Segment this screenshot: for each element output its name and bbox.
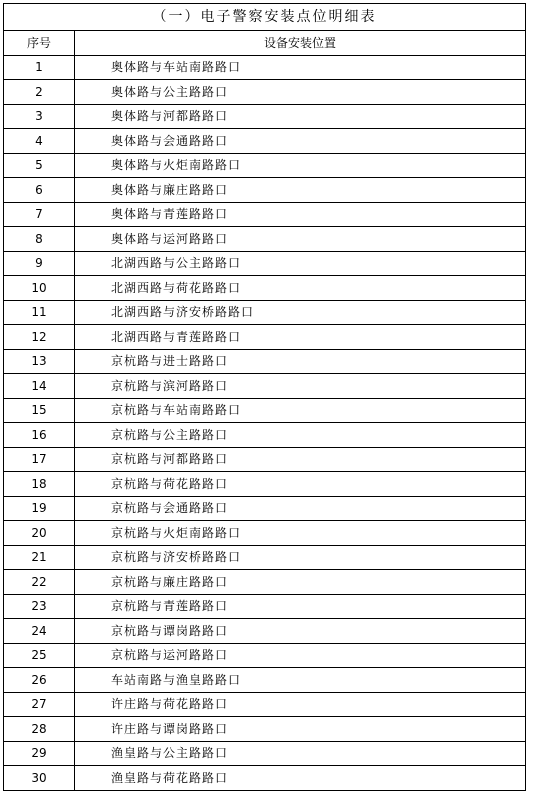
row-location: 京杭路与进士路路口 (75, 349, 526, 374)
row-location: 京杭路与运河路路口 (75, 643, 526, 668)
table-row (4, 741, 526, 766)
row-number: 10 (4, 276, 75, 301)
row-location: 京杭路与滨河路路口 (75, 374, 526, 399)
row-number: 13 (4, 349, 75, 374)
row-location: 京杭路与河都路路口 (75, 447, 526, 472)
table-row (4, 349, 526, 374)
table-row (4, 398, 526, 423)
row-number: 2 (4, 80, 75, 105)
row-number: 17 (4, 447, 75, 472)
table-row (4, 202, 526, 227)
title-row (4, 4, 526, 31)
table-row (4, 692, 526, 717)
table-row (4, 472, 526, 497)
table-row (4, 423, 526, 448)
row-location: 许庄路与荷花路路口 (75, 692, 526, 717)
table-row (4, 300, 526, 325)
row-location: 京杭路与谭岗路路口 (75, 619, 526, 644)
table-row (4, 153, 526, 178)
row-location: 渔皇路与公主路路口 (75, 741, 526, 766)
table-row (4, 496, 526, 521)
table-row (4, 55, 526, 80)
row-location: 京杭路与济安桥路路口 (75, 545, 526, 570)
row-number: 12 (4, 325, 75, 350)
column-header-location: 设备安装位置 (75, 31, 526, 56)
row-number: 20 (4, 521, 75, 546)
row-location: 京杭路与会通路路口 (75, 496, 526, 521)
row-location: 许庄路与谭岗路路口 (75, 717, 526, 742)
column-header-number: 序号 (4, 31, 75, 56)
row-number: 16 (4, 423, 75, 448)
installation-table (3, 3, 526, 791)
row-location: 北湖西路与公主路路口 (75, 251, 526, 276)
row-location: 奥体路与廉庄路路口 (75, 178, 526, 203)
table-row (4, 594, 526, 619)
table-row (4, 251, 526, 276)
row-number: 18 (4, 472, 75, 497)
row-location: 京杭路与荷花路路口 (75, 472, 526, 497)
row-number: 22 (4, 570, 75, 595)
row-location: 北湖西路与荷花路路口 (75, 276, 526, 301)
row-number: 7 (4, 202, 75, 227)
row-location: 奥体路与车站南路路口 (75, 55, 526, 80)
row-location: 奥体路与公主路路口 (75, 80, 526, 105)
row-location: 北湖西路与青莲路路口 (75, 325, 526, 350)
row-location: 奥体路与河都路路口 (75, 104, 526, 129)
row-number: 29 (4, 741, 75, 766)
row-location: 奥体路与青莲路路口 (75, 202, 526, 227)
table-row (4, 668, 526, 693)
row-number: 5 (4, 153, 75, 178)
row-location: 奥体路与火炬南路路口 (75, 153, 526, 178)
row-number: 8 (4, 227, 75, 252)
row-location: 京杭路与青莲路路口 (75, 594, 526, 619)
row-location: 京杭路与火炬南路路口 (75, 521, 526, 546)
row-number: 27 (4, 692, 75, 717)
row-number: 4 (4, 129, 75, 154)
table-row (4, 80, 526, 105)
table-title: （一）电子警察安装点位明细表 (4, 4, 526, 31)
row-location: 京杭路与廉庄路路口 (75, 570, 526, 595)
row-location: 京杭路与车站南路路口 (75, 398, 526, 423)
row-number: 14 (4, 374, 75, 399)
table-row (4, 545, 526, 570)
row-number: 28 (4, 717, 75, 742)
table-row (4, 178, 526, 203)
table-row (4, 325, 526, 350)
table-row (4, 276, 526, 301)
row-location: 奥体路与运河路路口 (75, 227, 526, 252)
table-row (4, 619, 526, 644)
row-number: 9 (4, 251, 75, 276)
table-row (4, 717, 526, 742)
row-location: 渔皇路与荷花路路口 (75, 766, 526, 791)
table-row (4, 104, 526, 129)
row-location: 北湖西路与济安桥路路口 (75, 300, 526, 325)
row-number: 6 (4, 178, 75, 203)
row-number: 25 (4, 643, 75, 668)
table-body (4, 55, 526, 790)
table-row (4, 374, 526, 399)
row-location: 车站南路与渔皇路路口 (75, 668, 526, 693)
row-number: 1 (4, 55, 75, 80)
table-row (4, 521, 526, 546)
row-number: 19 (4, 496, 75, 521)
row-number: 15 (4, 398, 75, 423)
header-row (4, 31, 526, 56)
table-row (4, 227, 526, 252)
table-row (4, 447, 526, 472)
table-row (4, 570, 526, 595)
row-number: 11 (4, 300, 75, 325)
row-location: 奥体路与会通路路口 (75, 129, 526, 154)
row-number: 30 (4, 766, 75, 791)
row-number: 24 (4, 619, 75, 644)
row-location: 京杭路与公主路路口 (75, 423, 526, 448)
row-number: 23 (4, 594, 75, 619)
table-row (4, 766, 526, 791)
row-number: 26 (4, 668, 75, 693)
row-number: 3 (4, 104, 75, 129)
table-row (4, 643, 526, 668)
table-row (4, 129, 526, 154)
row-number: 21 (4, 545, 75, 570)
